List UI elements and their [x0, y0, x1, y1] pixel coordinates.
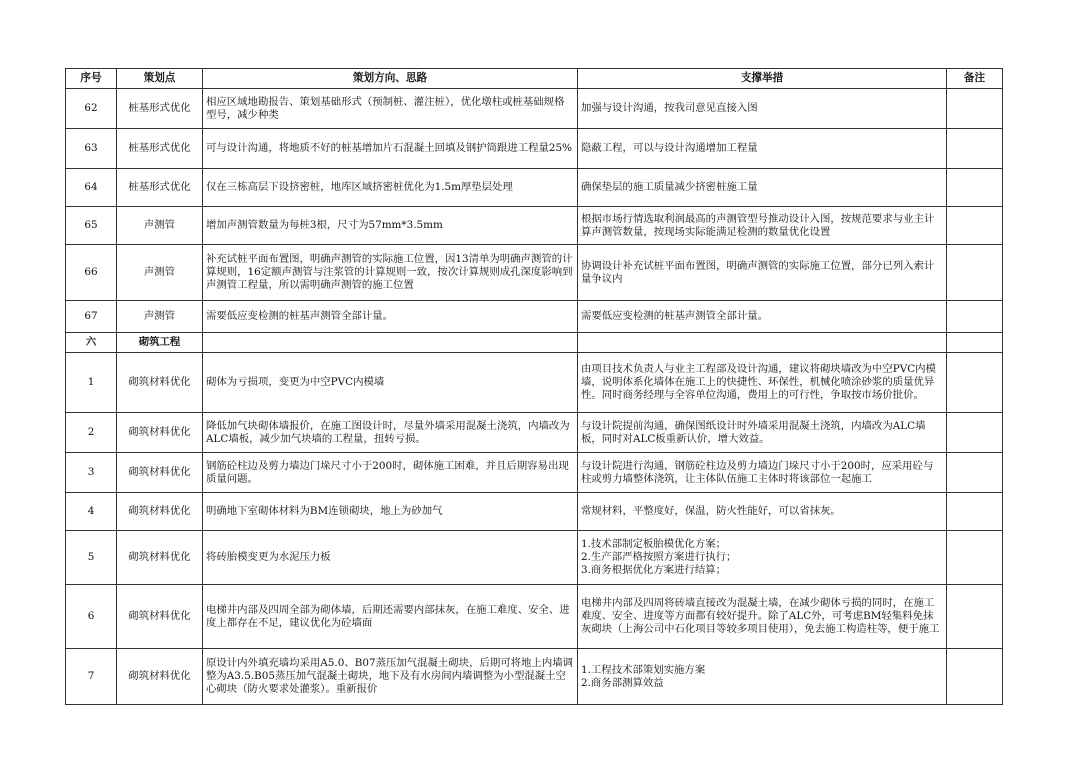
cell-direction: 降低加气块砌体墙报价，在施工图设计时，尽量外墙采用混凝土浇筑，内墙改为ALC墙板，减少加气块墙的工程量，扭转亏损。 [203, 413, 578, 453]
cell-support: 与设计院进行沟通，钢筋砼柱边及剪力墙边门垛尺寸小于200时，应采用砼与柱或剪力墙整体浇筑，让主体队伍施工主体时将该部位一起施工 [578, 453, 947, 493]
cell-no: 66 [66, 245, 117, 301]
cell-no: 63 [66, 129, 117, 169]
cell-remark [947, 245, 1003, 301]
cell-no: 2 [66, 413, 117, 453]
cell-remark [947, 129, 1003, 169]
cell-support: 电梯井内部及四周将砖墙直接改为混凝土墙，在减少砌体亏损的同时，在施工难度、安全、进度等方面都有较好提升。除了ALC外，可考虑BM轻集料免抹灰砌块（上海公司中石化项目等较多项目使用），免去施工构造柱等，便于施工 [578, 585, 947, 649]
cell-no: 4 [66, 493, 117, 531]
cell-direction: 电梯井内部及四周全部为砌体墙，后期还需要内部抹灰，在施工难度、安全、进度上都存在不足，建议优化为砼墙面 [203, 585, 578, 649]
cell-support: 根据市场行情选取利润最高的声测管型号推动设计入图，按规范要求与业主计算声测管数量，按现场实际能满足检测的数量优化设置 [578, 207, 947, 245]
cell-remark [947, 169, 1003, 207]
section-no: 六 [66, 333, 117, 353]
cell-point: 桩基形式优化 [117, 129, 203, 169]
cell-remark [947, 353, 1003, 413]
section-row [66, 333, 1003, 353]
cell-point: 桩基形式优化 [117, 89, 203, 129]
header-direction: 策划方向、思路 [203, 69, 578, 89]
cell-no: 6 [66, 585, 117, 649]
cell-support: 与设计院提前沟通，确保图纸设计时外墙采用混凝土浇筑，内墙改为ALC墙板，同时对ALC板重新认价，增大效益。 [578, 413, 947, 453]
support-line: 1.工程技术部策划实施方案 [581, 663, 706, 676]
cell-remark [947, 207, 1003, 245]
cell-direction: 可与设计沟通，将地质不好的桩基增加片石混凝土回填及钢护筒跟进工程量25% [203, 129, 578, 169]
cell-direction: 明确地下室砌体材料为BM连锁砌块，地上为砂加气 [203, 493, 578, 531]
table-row [66, 169, 1003, 207]
table-row [66, 245, 1003, 301]
table-row [66, 649, 1003, 705]
cell-support: 隐蔽工程，可以与设计沟通增加工程量 [578, 129, 947, 169]
table-row [66, 207, 1003, 245]
cell-direction: 相应区域地勘报告、策划基础形式（预制桩、灌注桩），优化墩柱或桩基础规格型号，减少种类 [203, 89, 578, 129]
header-row [66, 69, 1003, 89]
table-row [66, 585, 1003, 649]
cell-no: 62 [66, 89, 117, 129]
table-row [66, 129, 1003, 169]
cell-support: 由项目技术负责人与业主工程部及设计沟通，建议将砌块墙改为中空PVC内模墙，说明体系化墙体在施工上的快捷性、环保性，机械化喷涂砂浆的质量优异性。同时商务经理与全容单位沟通，费用上的可行性，争取按市场价批价。 [578, 353, 947, 413]
cell-no: 3 [66, 453, 117, 493]
cell-remark [947, 493, 1003, 531]
cell-support: 加强与设计沟通，按我司意见直接入图 [578, 89, 947, 129]
cell-point: 声测管 [117, 207, 203, 245]
cell-direction: 钢筋砼柱边及剪力墙边门垛尺寸小于200时，砌体施工困难，并且后期容易出现质量问题。 [203, 453, 578, 493]
cell-support: 需要低应变检测的桩基声测管全部计量。 [578, 301, 947, 333]
header-support: 支撑举措 [578, 69, 947, 89]
cell-remark [947, 333, 1003, 353]
header-no: 序号 [66, 69, 117, 89]
cell-direction: 将砖胎模变更为水泥压力板 [203, 531, 578, 585]
cell-remark [947, 89, 1003, 129]
cell-no: 67 [66, 301, 117, 333]
table-row [66, 353, 1003, 413]
cell-no: 65 [66, 207, 117, 245]
cell-direction: 增加声测管数量为每桩3根，尺寸为57mm*3.5mm [203, 207, 578, 245]
cell-support [578, 649, 947, 705]
cell-direction [203, 333, 578, 353]
table-row [66, 493, 1003, 531]
cell-remark [947, 649, 1003, 705]
cell-point: 声测管 [117, 301, 203, 333]
planning-table [65, 68, 1003, 705]
cell-remark [947, 531, 1003, 585]
cell-point: 桩基形式优化 [117, 169, 203, 207]
cell-direction: 砌体为亏损项，变更为中空PVC内模墙 [203, 353, 578, 413]
table-row [66, 453, 1003, 493]
cell-support [578, 333, 947, 353]
cell-remark [947, 585, 1003, 649]
cell-remark [947, 413, 1003, 453]
table-row [66, 301, 1003, 333]
cell-direction: 需要低应变检测的桩基声测管全部计量。 [203, 301, 578, 333]
cell-support: 常规材料，平整度好，保温，防火性能好，可以省抹灰。 [578, 493, 947, 531]
header-point: 策划点 [117, 69, 203, 89]
cell-point: 砌筑材料优化 [117, 649, 203, 705]
cell-direction: 仅在三栋高层下设挤密桩，地库区域挤密桩优化为1.5m厚垫层处理 [203, 169, 578, 207]
cell-no: 7 [66, 649, 117, 705]
cell-no: 5 [66, 531, 117, 585]
cell-support [578, 531, 947, 585]
cell-support: 协调设计补充试桩平面布置图，明确声测管的实际施工位置，部分已列入索计量争议内 [578, 245, 947, 301]
support-line: 3.商务根据优化方案进行结算； [581, 564, 726, 576]
cell-point: 砌筑材料优化 [117, 531, 203, 585]
cell-remark [947, 453, 1003, 493]
table-row [66, 531, 1003, 585]
cell-point: 砌筑材料优化 [117, 493, 203, 531]
cell-direction: 补充试桩平面布置图，明确声测管的实际施工位置，因13清单为明确声测管的计算规则，16定额声测管与注浆管的计算规则一致，按次计算规则成孔深度影响到声测管工程量，所以需明确声测管的施工位置 [203, 245, 578, 301]
table-row [66, 413, 1003, 453]
cell-no: 1 [66, 353, 117, 413]
cell-no: 64 [66, 169, 117, 207]
cell-point: 砌筑材料优化 [117, 413, 203, 453]
cell-point: 砌筑材料优化 [117, 453, 203, 493]
support-line: 2.生产部严格按照方案进行执行； [581, 551, 737, 563]
table-row [66, 89, 1003, 129]
support-line: 1.技术部制定板胎模优化方案； [581, 538, 726, 550]
cell-point: 砌筑材料优化 [117, 353, 203, 413]
cell-point: 声测管 [117, 245, 203, 301]
section-title: 砌筑工程 [117, 333, 203, 353]
support-line: 2.商务部测算效益 [581, 676, 664, 689]
header-remark: 备注 [947, 69, 1003, 89]
cell-direction: 原设计内外填充墙均采用A5.0、B07蒸压加气混凝土砌块，后期可将地上内墙调整为A3.5.B05蒸压加气混凝土砌块，地下及有水房间内墙调整为小型混凝土空心砌块（防火要求处灌浆）。重新报价 [203, 649, 578, 705]
cell-remark [947, 301, 1003, 333]
cell-point: 砌筑材料优化 [117, 585, 203, 649]
cell-support: 确保垫层的施工质量减少挤密桩施工量 [578, 169, 947, 207]
